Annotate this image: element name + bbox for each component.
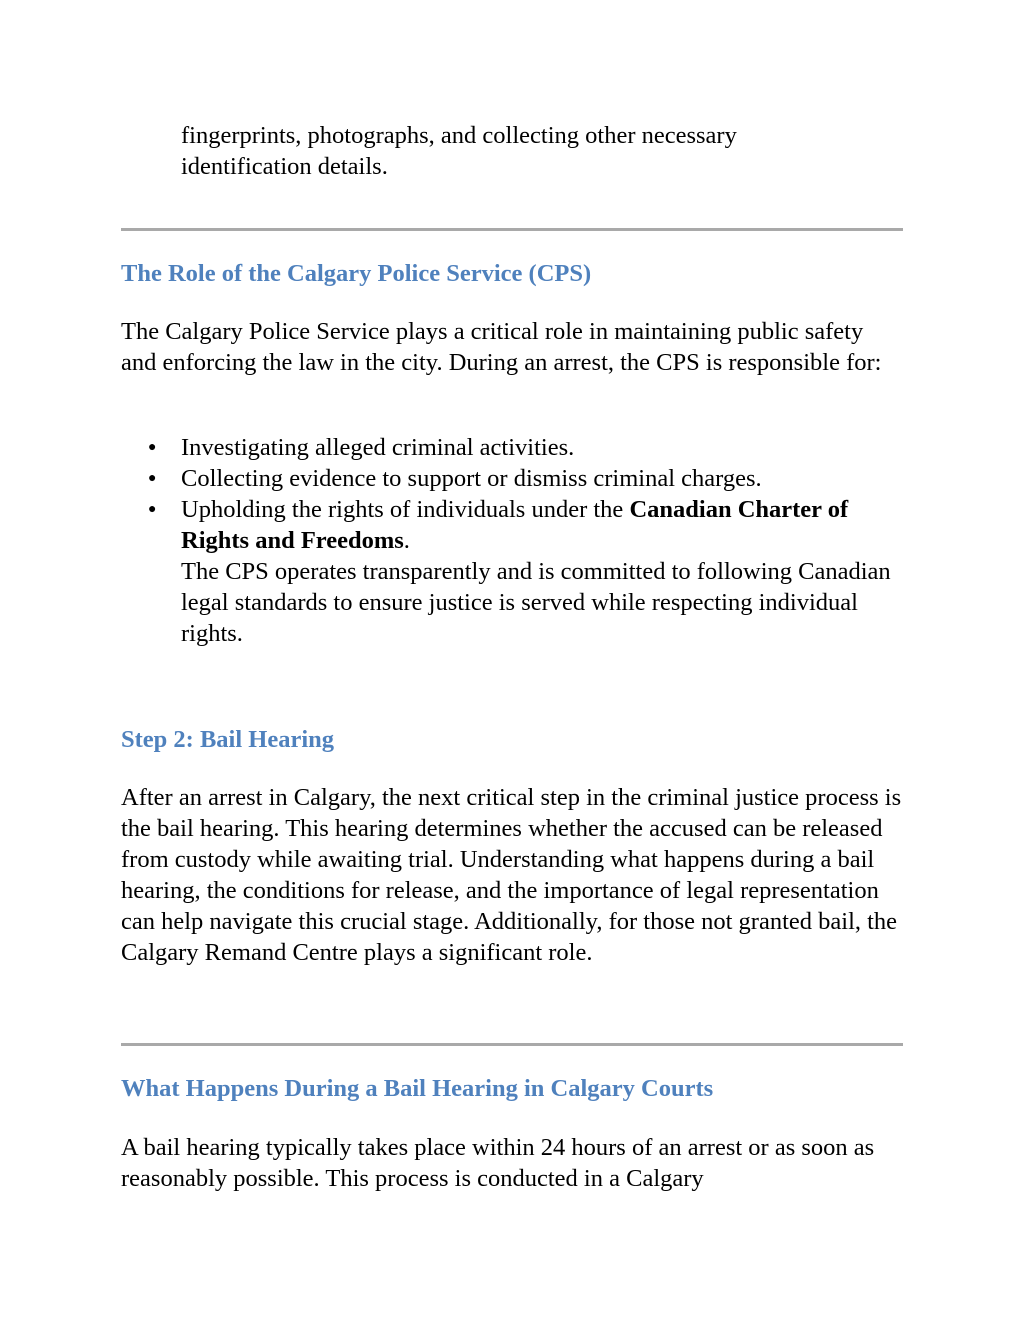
list-item-text: Investigating alleged criminal activities.: [181, 434, 575, 461]
list-item-text-suffix: .: [403, 527, 410, 554]
heading-role-of-cps: The Role of the Calgary Police Service (CPS): [121, 260, 592, 287]
list-item-text-prefix: Upholding the rights of individuals under the: [181, 496, 630, 523]
cps-followup-text: The CPS operates transparently and is committed to following Canadian legal standards to ensure justice is served while respecting individual rights.: [181, 558, 891, 647]
bullet-icon: ●: [148, 440, 157, 455]
charter-name: Canadian Charter of Rights and Freedoms: [181, 496, 849, 554]
section-divider: [121, 1043, 903, 1046]
bullet-icon: ●: [148, 502, 157, 517]
bullet-icon: ●: [148, 471, 157, 486]
continued-line-2: identification details.: [181, 153, 388, 180]
section-divider: [121, 228, 903, 231]
heading-step-2-bail-hearing: Step 2: Bail Hearing: [121, 726, 335, 753]
what-happens-paragraph: A bail hearing typically takes place within 24 hours of an arrest or as soon as reasonably possible. This process is conducted in a Calgary: [121, 1134, 875, 1192]
heading-what-happens-bail-hearing: What Happens During a Bail Hearing in Calgary Courts: [121, 1075, 714, 1102]
bail-hearing-paragraph: After an arrest in Calgary, the next critical step in the criminal justice process is the bail hearing. This hearing determines whether the accused can be released from custody while awaiting trial. Understanding what happens during a bail hearing, the conditions for release, and the importance of legal representation can help navigate this crucial stage. Additionally, for those not granted bail, the Calgary Remand Centre plays a significant role.: [121, 784, 902, 966]
cps-intro-paragraph: The Calgary Police Service plays a critical role in maintaining public safety and enforcing the law in the city. During an arrest, the CPS is responsible for:: [121, 318, 882, 376]
list-item: [121, 432, 903, 463]
cps-responsibilities-list: [121, 432, 903, 649]
continued-paragraph: [181, 120, 881, 182]
continued-line-1: fingerprints, photographs, and collecting other necessary: [181, 122, 737, 149]
list-item: [121, 463, 903, 494]
list-item: [121, 494, 903, 649]
list-item-text: Collecting evidence to support or dismiss criminal charges.: [181, 465, 762, 492]
